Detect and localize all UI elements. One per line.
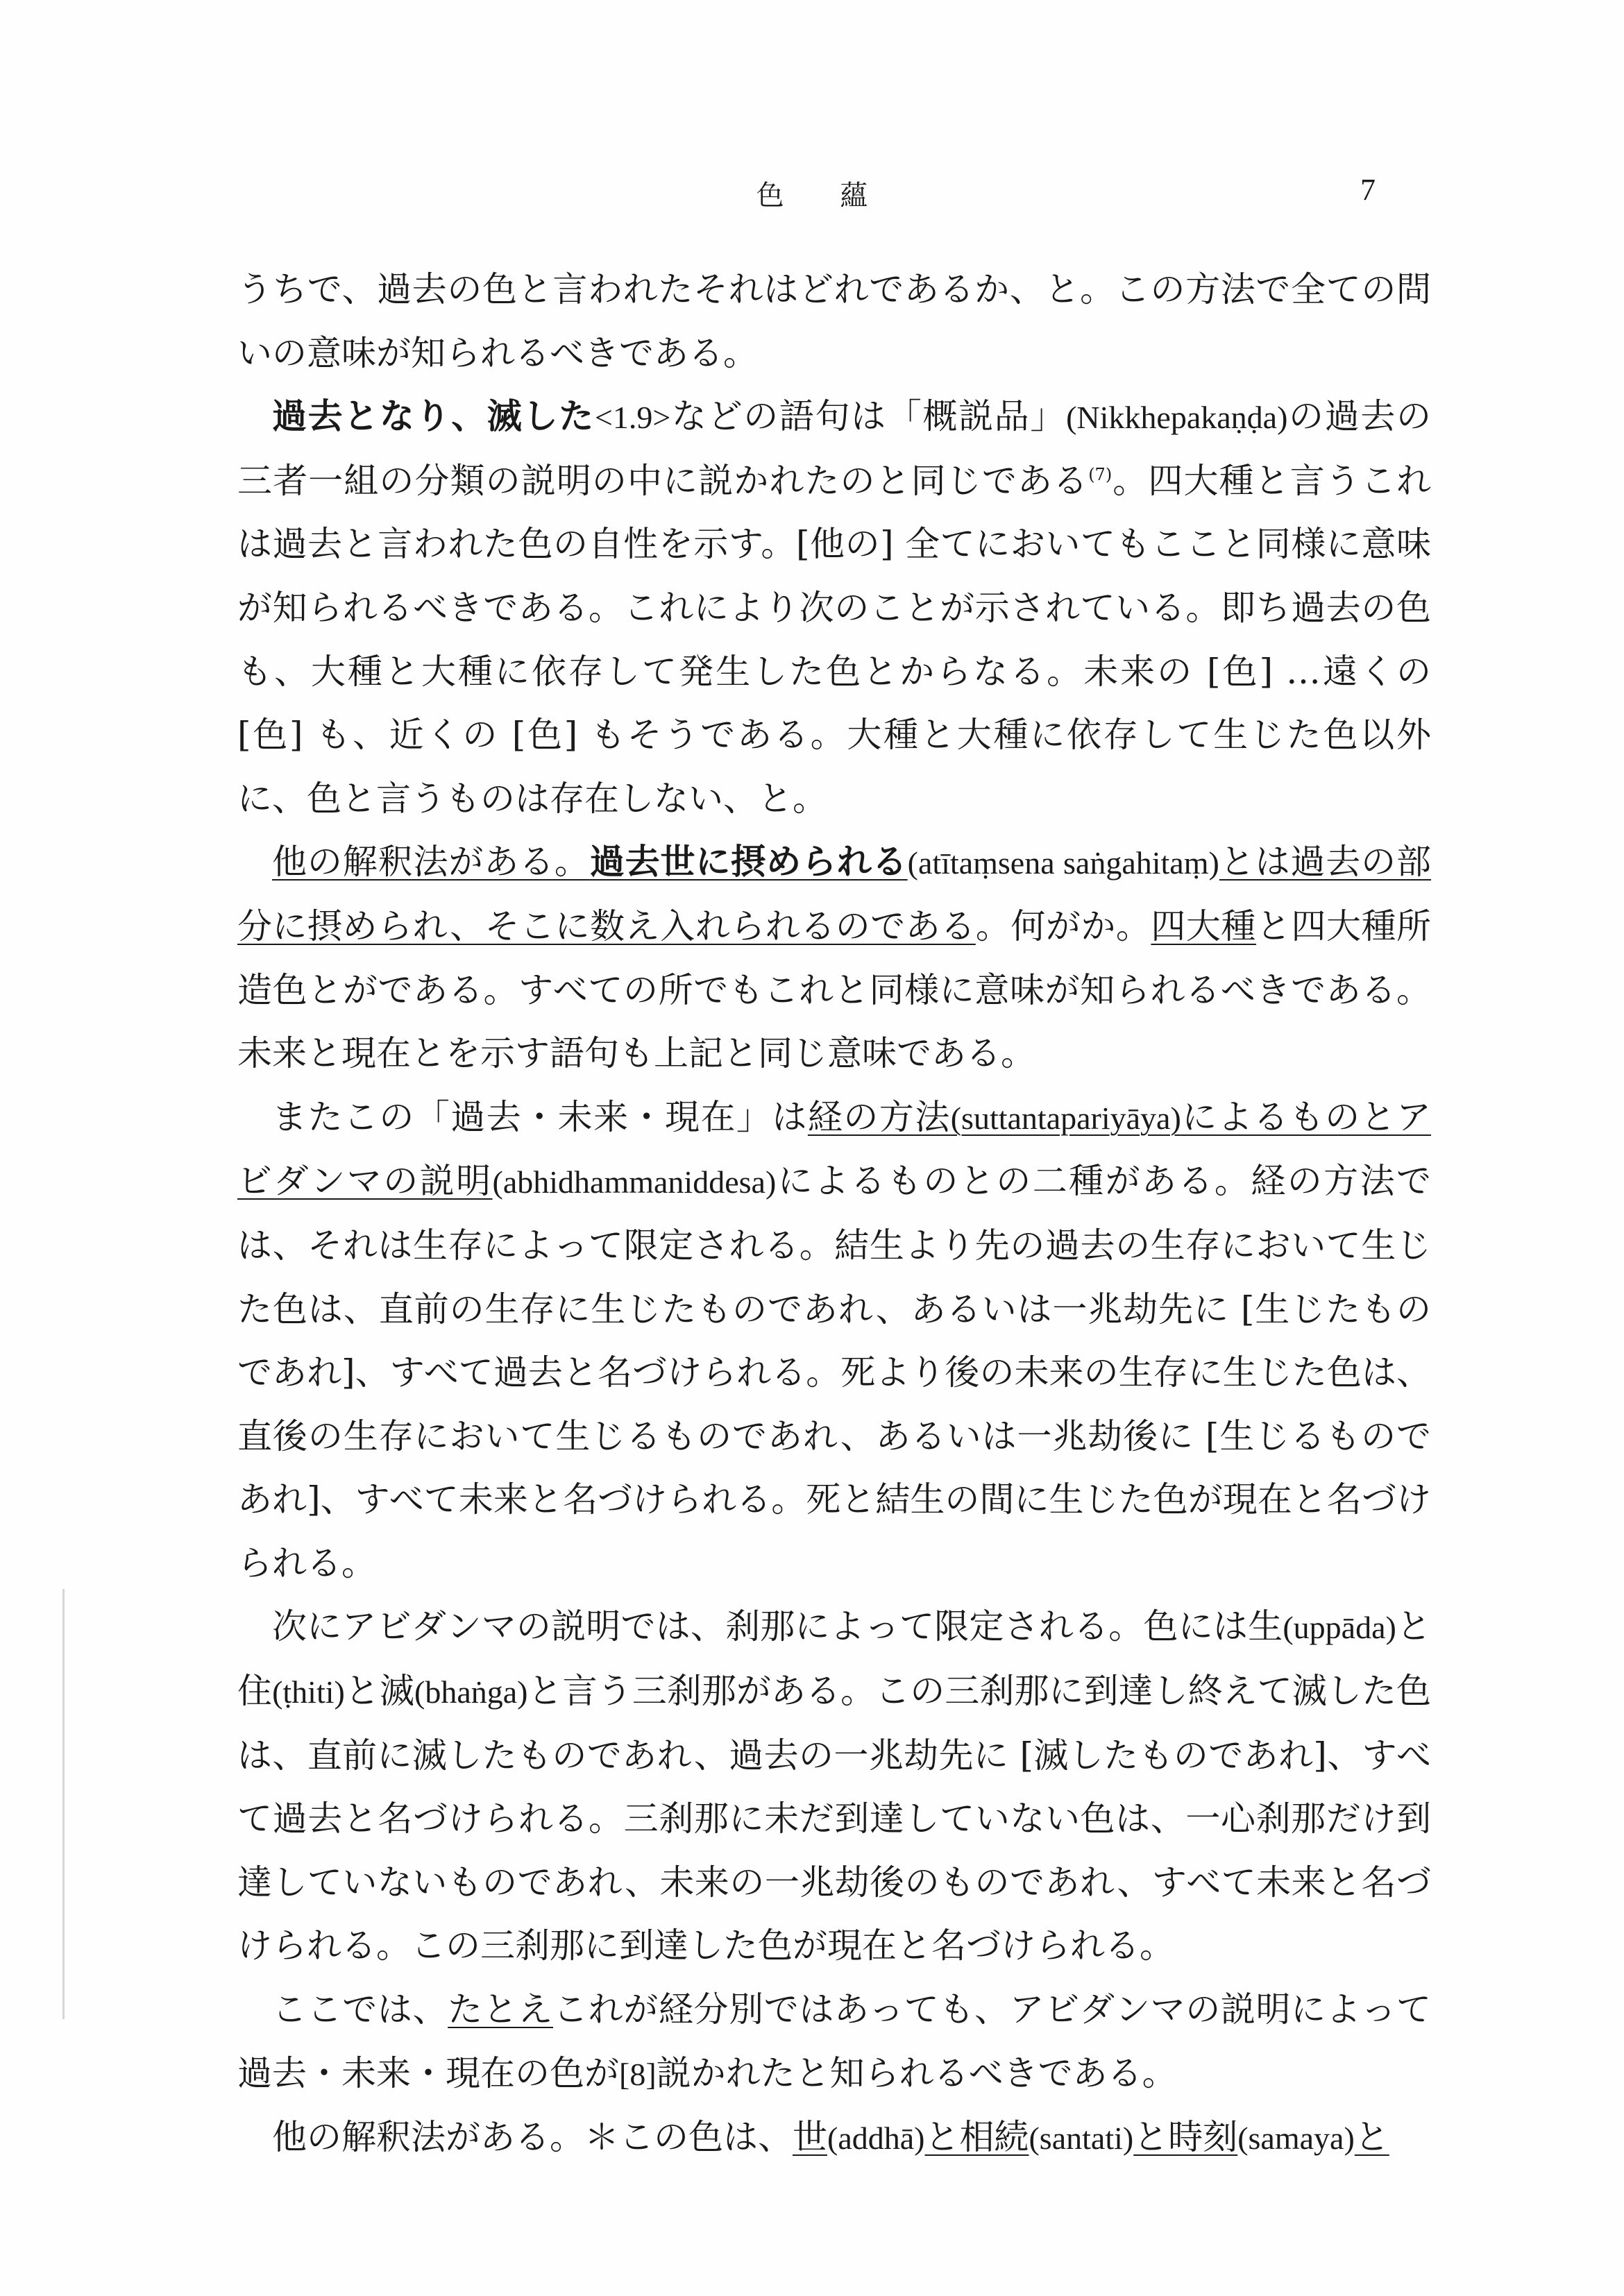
text-segment: と滅 bbox=[344, 1671, 415, 1712]
page-reference: [8] bbox=[619, 2056, 657, 2092]
underlined-text: 四大種 bbox=[1151, 905, 1256, 946]
pali-term: (Nikkhepakaṇḍa) bbox=[1066, 400, 1288, 436]
section-reference: <1.9> bbox=[594, 400, 671, 436]
pali-term: (uppāda) bbox=[1283, 1610, 1396, 1646]
body-text bbox=[237, 258, 1431, 2170]
text-segment: 説かれたと知られるべきである。 bbox=[656, 2052, 1177, 2093]
underlined-text: によるものとアビダンマの説明 bbox=[237, 1096, 1432, 1202]
pali-term: (abhidhammaniddesa) bbox=[492, 1164, 777, 1200]
bold-underlined-term: 過去世に摂められる bbox=[589, 842, 908, 883]
pali-term: (addhā) bbox=[827, 2120, 925, 2157]
text-segment: などの語句は「概説品」 bbox=[670, 396, 1067, 437]
text-segment: 。四大種と言うこれは過去と言われた色の自性を示す。[他の] 全てにおいてもここと同様に意味が知られるべきである。これにより次のことが示されている。即ち過去の色も、大種と大種に依存して発生した色とからなる。未来の [色] …遠くの [色] も、近くの [色] もそうである。大種と大種に依存して生じた色以外に、色と言うものは存在しない、と。 bbox=[237, 460, 1432, 819]
text-segment: 次にアビダンマの説明では、刹那によって限定される。色には生 bbox=[272, 1606, 1283, 1647]
paragraph-6 bbox=[237, 1978, 1431, 2106]
paragraph-1-text: うちで、過去の色と言われたそれはどれであるか、と。この方法で全ての問いの意味が知られるべきである。 bbox=[237, 269, 1431, 373]
pali-term: (suttantapariyāya) bbox=[950, 1100, 1181, 1136]
paragraph-5 bbox=[237, 1595, 1431, 1978]
page-number: 7 bbox=[1360, 173, 1376, 207]
running-header-title: 色 蘊 bbox=[756, 180, 892, 212]
text-segment: と四大種所造色とがである。すべての所でもこれと同様に意味が知られるべきである。未来と現在とを示す語句も上記と同じ意味である。 bbox=[237, 905, 1432, 1074]
text-segment: これが経分別ではあっても、アビダンマの説明によって過去・未来・現在の色が bbox=[237, 1989, 1431, 2093]
paragraph-3 bbox=[237, 831, 1431, 1085]
bold-term: 過去となり、滅した bbox=[272, 396, 595, 437]
underlined-text: とは過去の部分に摂められ、そこに数え入れられるのである bbox=[237, 842, 1432, 946]
pali-term: (ṭhiti) bbox=[272, 1674, 345, 1710]
text-segment: またこの「過去・未来・現在」は bbox=[272, 1096, 808, 1137]
underlined-text: と時刻 bbox=[1133, 2117, 1238, 2158]
pali-term: (santati) bbox=[1029, 2120, 1134, 2157]
scan-edge-mark bbox=[62, 1589, 65, 2019]
paragraph-2 bbox=[237, 385, 1431, 831]
pali-term: (bhaṅga) bbox=[414, 1674, 528, 1710]
text-segment: によるものとの二種がある。経の方法では、それは生存によって限定される。結生より先の過去の生存において生じた色は、直前の生存に生じたものであれ、あるいは一兆劫先に [生じたものであれ]、すべて過去と名づけられる。死より後の未来の生存に生じた色は、直後の生存において生じるものであれ、あるいは一兆劫後に [生じるものであれ]、すべて未来と名づけられる。死と結生の間に生じた色が現在と名づけられる。 bbox=[237, 1161, 1432, 1583]
text-segment: の過去の三者一組の分類の説明の中に説かれたのと同じである bbox=[237, 396, 1432, 501]
text-segment: と言う三刹那がある。この三刹那に到達し終えて滅した色は、直前に滅したものであれ、過去の一兆劫先に [滅したものであれ]、すべて過去と名づけられる。三刹那に未だ到達していない色は、一心刹那だけ到達していないものであれ、未来の一兆劫後のものであれ、すべて未来と名づけられる。この三刹那に到達した色が現在と名づけられる。 bbox=[237, 1671, 1432, 1966]
text-segment: 。何がか。 bbox=[975, 905, 1151, 946]
paragraph-1 bbox=[237, 258, 1431, 385]
text-segment: ここでは、 bbox=[272, 1989, 448, 2030]
underlined-text: 他の解釈法がある。 bbox=[272, 842, 590, 883]
paragraph-7 bbox=[237, 2106, 1431, 2170]
text-segment: と住 bbox=[237, 1606, 1432, 1712]
paragraph-4 bbox=[237, 1086, 1431, 1596]
text-segment: 他の解釈法がある。＊この色は、 bbox=[272, 2117, 793, 2158]
underlined-text: たとえ bbox=[448, 1989, 553, 2030]
underlined-text: と bbox=[1354, 2117, 1389, 2158]
pali-term: (samaya) bbox=[1237, 2120, 1355, 2157]
underlined-text: 経の方法 bbox=[807, 1096, 951, 1137]
underlined-text: と相続 bbox=[924, 2117, 1029, 2158]
underlined-text: 世 bbox=[793, 2117, 827, 2158]
footnote-marker[interactable]: (7) bbox=[1088, 464, 1113, 484]
pali-term: (atītaṃsena saṅgahitaṃ) bbox=[907, 845, 1219, 881]
